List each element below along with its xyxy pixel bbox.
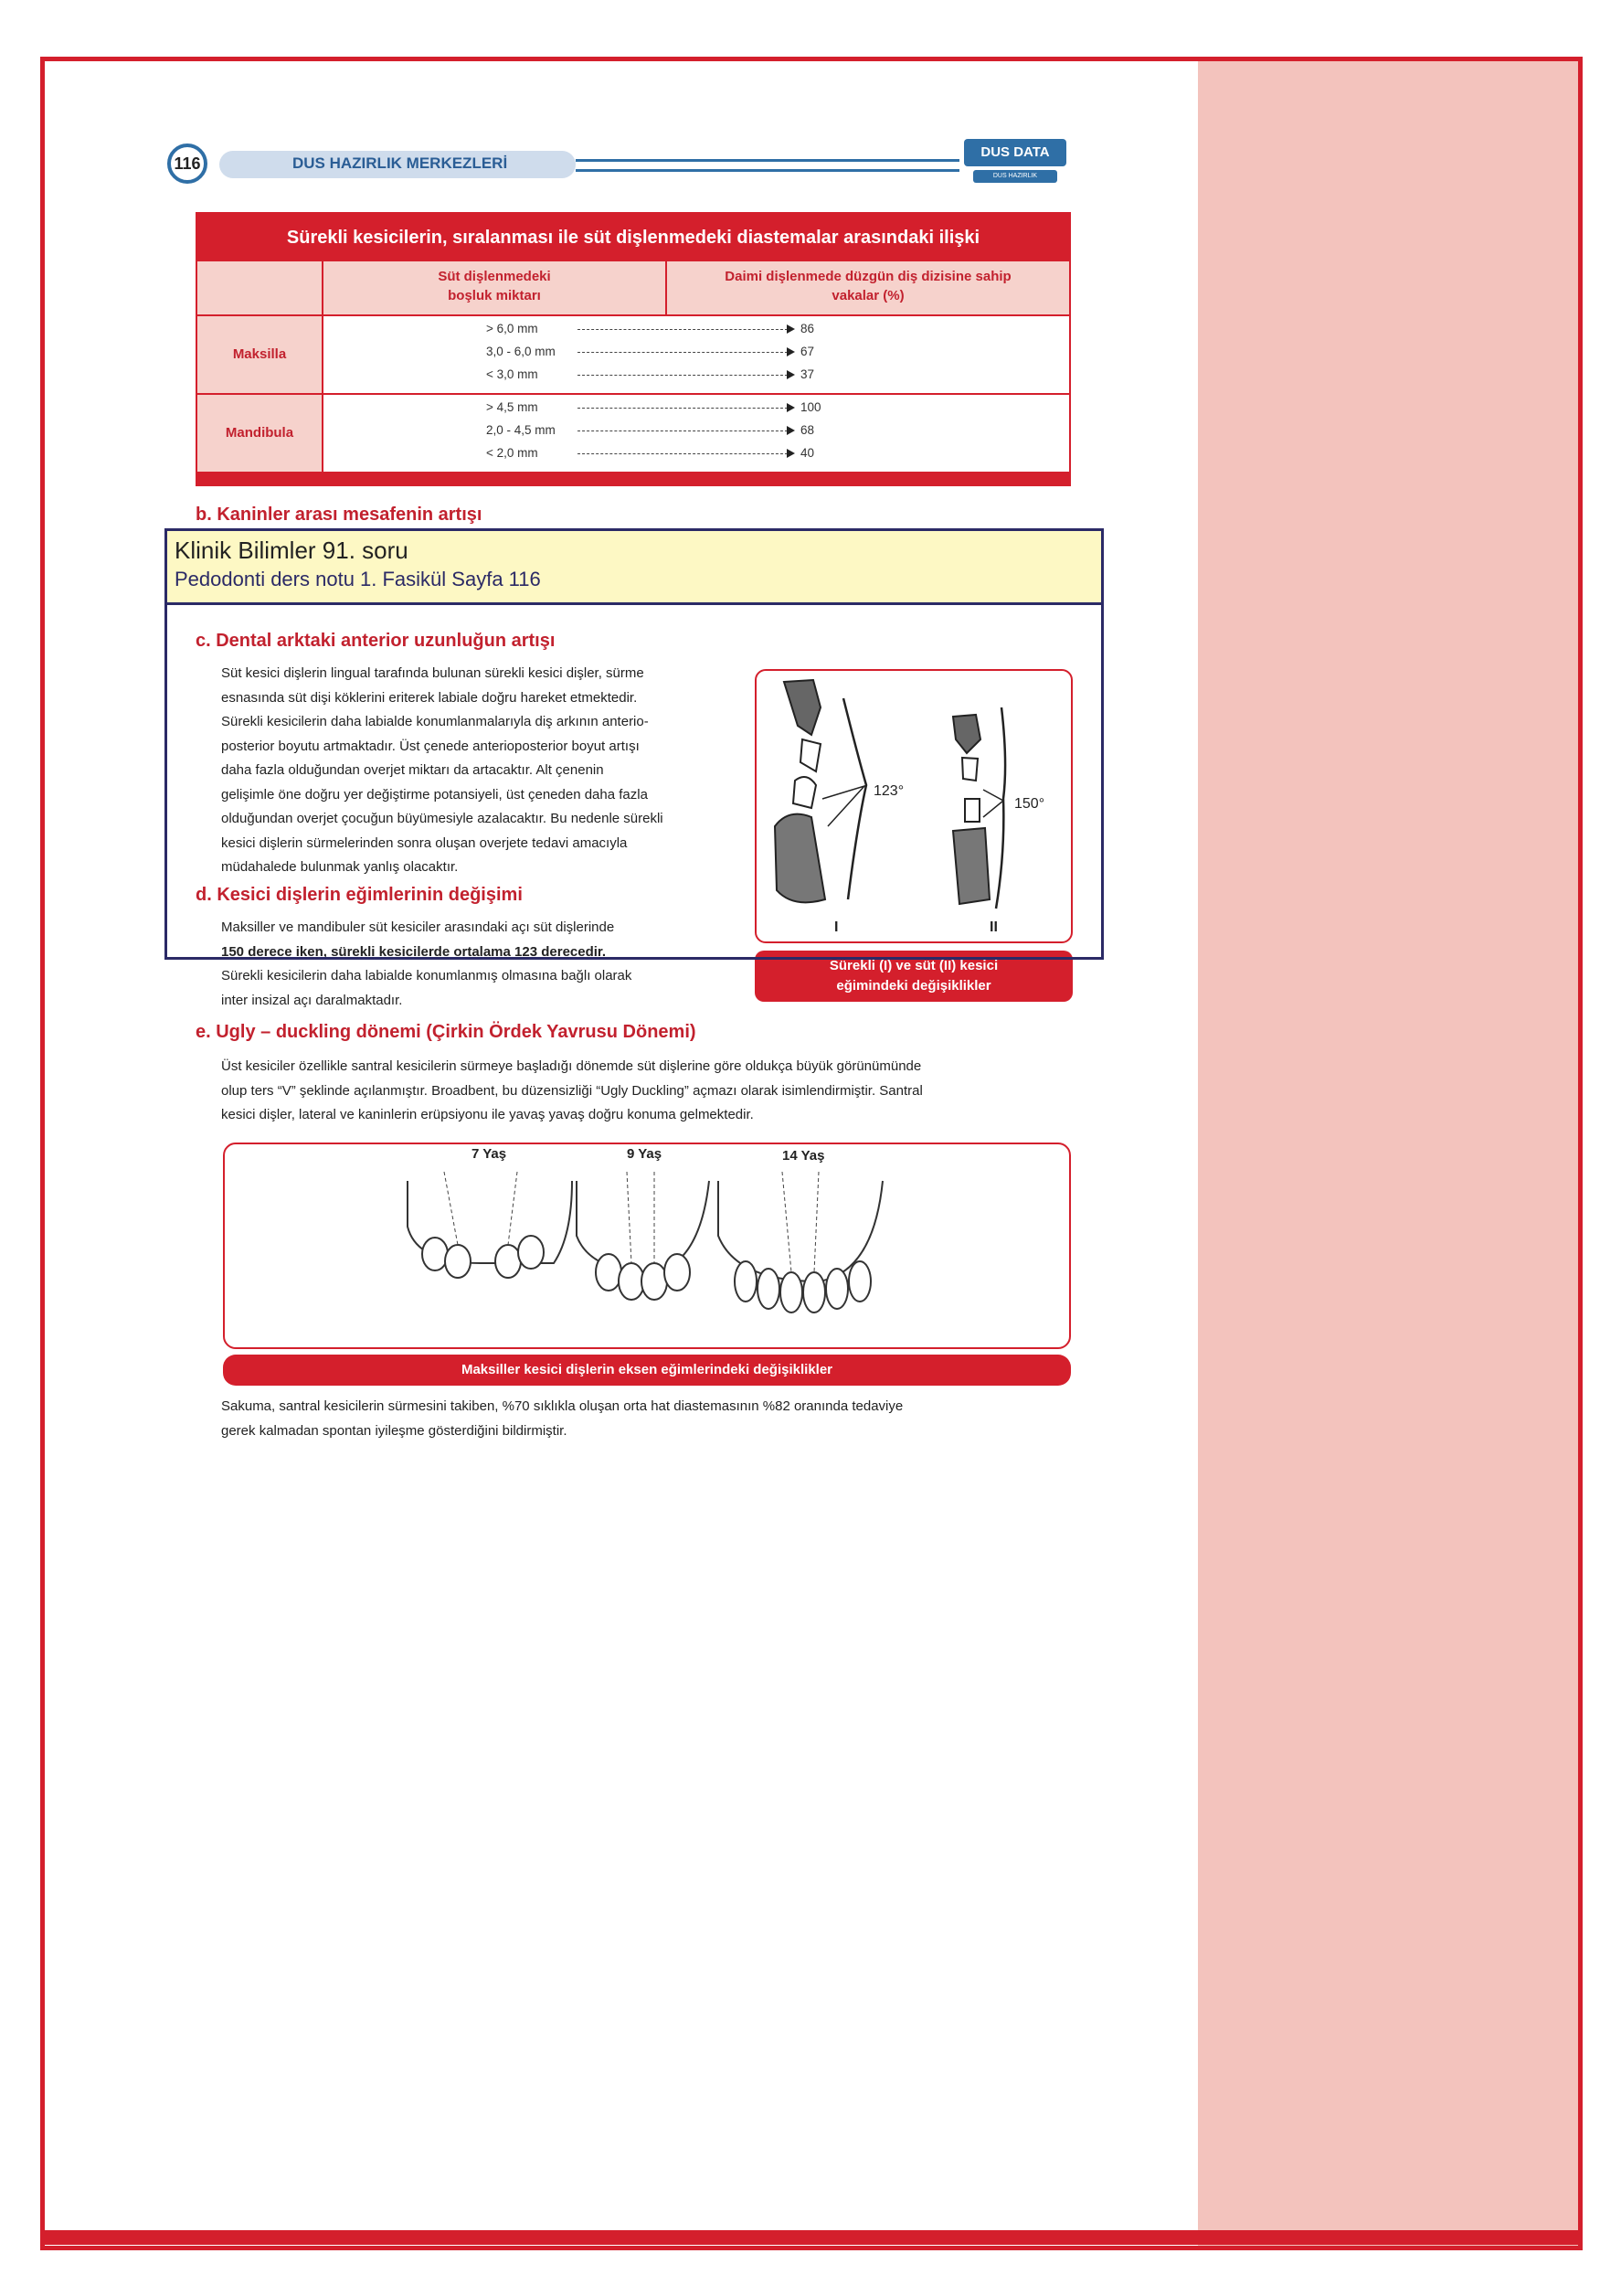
table-row-divider (197, 393, 1069, 395)
row-label-mandibula: Mandibula (197, 395, 322, 472)
header-rule (576, 159, 959, 172)
logo-text: DUS DATA (964, 139, 1066, 166)
figure-label-I: I (834, 919, 839, 935)
section-c-heading: c. Dental arktaki anterior uzunluğun artışı (196, 631, 556, 651)
table-entry: 3,0 - 6,0 mm 67 (486, 345, 815, 358)
incisor-angle-caption: Sürekli (I) ve süt (II) kesici eğimindeki değişiklikler (755, 951, 1073, 1002)
table-divider (322, 261, 323, 486)
final-paragraph: Sakuma, santral kesicilerin sürmesini takiben, %70 sıklıkla oluşan orta hat diastemasının %82 oranında tedaviye gerek kalmadan spontan iyileşme gösterdiğini bildirmiştir. (221, 1398, 904, 1439)
table-footer-bar (197, 472, 1069, 484)
annotation-subtitle: Pedodonti ders notu 1. Fasikül Sayfa 116 (175, 568, 541, 590)
table-divider (665, 261, 667, 314)
table-entry: > 4,5 mm 100 (486, 400, 821, 414)
section-c-text: Süt kesici dişlerin lingual tarafında bulunan sürekli kesici dişler, sürme esnasında süt dişi köklerini eriterek labiale doğru hareket etmektedir. Sürekli kesicilerin daha labialde konumlanmalarıyla diş arkının anterio- posterior boyutu artmaktadır. Üst çenede anterioposterior boyut artışı daha fazla olduğundan overjet miktarı da artacaktır. Alt çenenin gelişimle öne doğru yer değiştirme potansiyeli, üst çeneden daha fazla olduğundan overjet çocuğun büyümesiyle azalacaktır. Bu nedenle sürekli kesici dişlerin sürmelerinden sonra oluşan overjete tedavi amacıyla müdahalede bulunmak yanlış olacaktır. (221, 665, 663, 875)
header-title: DUS HAZIRLIK MERKEZLERİ (292, 154, 508, 172)
section-b-heading: b. Kaninler arası mesafenin artışı (196, 505, 482, 525)
angle-label-123: 123° (874, 783, 905, 799)
section-d-heading: d. Kesici dişlerin eğimlerinin değişimi (196, 885, 523, 905)
table-entry: < 3,0 mm 37 (486, 367, 815, 381)
logo-subtext: DUS HAZIRLIK MERKEZLERİ (973, 170, 1057, 183)
section-e-heading: e. Ugly – duckling dönemi (Çirkin Ördek Yavrusu Dönemi) (196, 1022, 696, 1042)
figure-label-II: II (990, 919, 998, 935)
age-label: 14 Yaş (782, 1148, 825, 1164)
dusdata-logo (964, 139, 1066, 192)
bottom-bar (40, 2230, 1583, 2245)
table-title: Sürekli kesicilerin, sıralanması ile süt dişlenmedeki diastemalar arasındaki ilişki (197, 214, 1069, 261)
table-entry: > 6,0 mm 86 (486, 322, 815, 335)
row-label-maksilla: Maksilla (197, 316, 322, 393)
table-entry: < 2,0 mm 40 (486, 446, 815, 460)
teeth-drawing (225, 1144, 1069, 1347)
annotation-band (167, 531, 1101, 605)
table-entry: 2,0 - 4,5 mm 68 (486, 423, 815, 437)
angle-label-150: 150° (1014, 796, 1045, 812)
page-number: 116 (167, 144, 207, 184)
ugly-duckling-figure (223, 1143, 1071, 1349)
age-label: 9 Yaş (627, 1146, 662, 1162)
diastema-table (196, 212, 1071, 486)
section-d-text: Maksiller ve mandibuler süt kesiciler arasındaki açı süt dişlerinde 150 derece iken, sürekli kesicilerde ortalama 123 derecedir. Sürekli kesicilerin daha labialde konumlanmış olmasına bağlı olarak inter insizal açı daralmaktadır. (221, 919, 632, 1008)
ugly-duckling-caption: Maksiller kesici dişlerin eksen eğimlerindeki değişiklikler (223, 1355, 1071, 1386)
question-annotation (164, 528, 1104, 960)
table-header-row (197, 261, 1069, 316)
annotation-title: Klinik Bilimler 91. soru (175, 537, 408, 564)
table-col1-header: Süt dişlenmedeki boşluk miktarı (438, 269, 551, 303)
age-label: 7 Yaş (471, 1146, 507, 1162)
table-col2-header: Daimi dişlenmede düzgün diş dizisine sahip vakalar (%) (725, 269, 1012, 303)
section-e-text: Üst kesiciler özellikle santral kesicilerin sürmeye başladığı dönemde süt dişlerine göre oldukça büyük görünümünde olup ters “V” şeklinde açılanmıştır. Broadbent, bu düzensizliği “Ugly Duckling” açmazı olarak isimlendirmiştir. Santral kesici dişler, lateral ve kaninlerin erüpsiyonu ile yavaş yavaş doğru konuma gelmektedir. (221, 1058, 923, 1122)
